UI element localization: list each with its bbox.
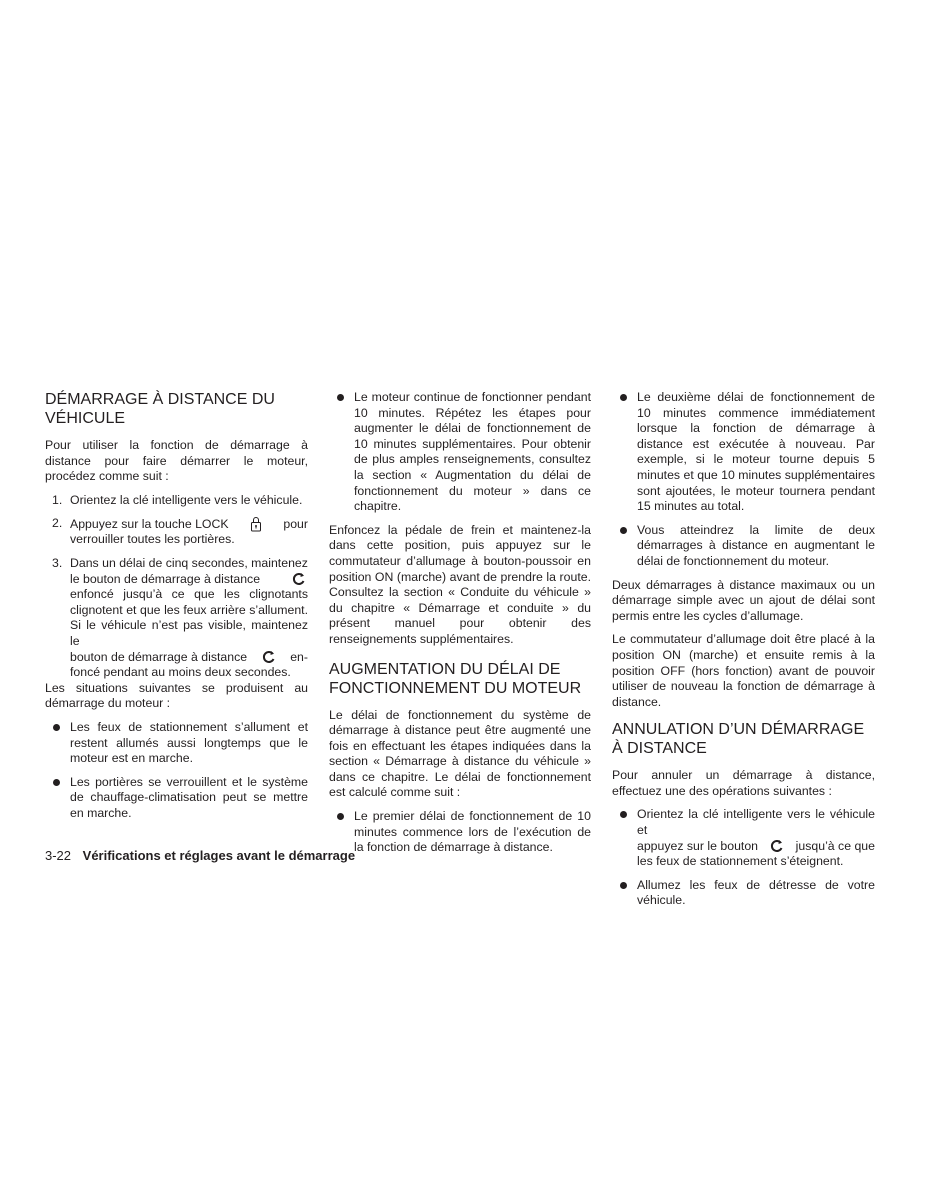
list-item: Les portières se verrouillent et le système de chauffage-climatisation peut se mettre en marche. <box>45 775 308 822</box>
step-text: Dans un délai de cinq secondes, maintenez <box>70 555 308 570</box>
remote-start-icon <box>770 839 784 853</box>
intro-paragraph: Pour utiliser la fonction de démarrage à distance pour faire démarrer le moteur, procédez comme suit : <box>45 438 308 484</box>
step-3 <box>45 556 308 681</box>
step-text: verrouiller toutes les portières. <box>70 532 235 547</box>
bullet-list <box>612 390 875 570</box>
section-heading-cancel: ANNULATION D’UN DÉMARRAGE À DISTANCE <box>612 721 865 758</box>
list-item: Le deuxième délai de fonctionnement de 10 minutes commence immédiatement lorsque la fonction de démarrage à distance est exécutée à nouveau. Par exemple, si le moteur tourne depuis 5 minutes et que 10 minutes supplémentaires sont ajoutées, le moteur tournera pendant 15 minutes au total. <box>612 390 875 515</box>
step-text: pour <box>283 516 308 531</box>
section-heading-remote-start: DÉMARRAGE À DISTANCE DU VÉHICULE <box>45 391 275 427</box>
page-number: 3-22 <box>45 848 72 863</box>
bullet-icon <box>53 724 60 731</box>
list-item: Vous atteindrez la limite de deux démarrages à distance en augmentant le délai de fonctionnement du moteur. <box>612 523 875 570</box>
lock-icon <box>250 516 262 532</box>
step-text: foncé pendant au moins deux secondes. <box>70 665 291 680</box>
bullet-list <box>329 390 591 515</box>
step-1 <box>45 493 308 509</box>
section-heading-extend-runtime: AUGMENTATION DU DÉLAI DE FONCTIONNEMENT DU MOTEUR <box>329 660 582 697</box>
column-3 <box>612 390 875 917</box>
list-item: Allumez les feux de détresse de votre véhicule. <box>612 878 875 909</box>
page-footer <box>45 848 355 864</box>
paragraph: Le délai de fonctionnement du système de démarrage à distance peut être augmenté une fois en effectuant les étapes indiquées dans la section « Démarrage à distance du véhicule » dans ce chapitre. Le délai de fonctionnement est calculé comme suit : <box>329 707 591 800</box>
step-text: le bouton de démarrage à distance <box>70 571 261 586</box>
step-text: Orientez la clé intelligente vers le véhicule. <box>70 492 303 507</box>
situations-intro: Les situations suivantes se produisent au démarrage du moteur : <box>45 680 308 711</box>
paragraph: Deux démarrages à distance maximaux ou un démarrage simple avec un ajout de délai sont permis entre les cycles d’allumage. <box>612 577 875 623</box>
step-number: 1. <box>52 492 63 507</box>
steps-list <box>45 493 308 681</box>
list-item: Orientez la clé intelligente vers le véhicule et appuyez sur le bouton jusqu’à ce que les feux de stationnement s’éteignent. <box>612 807 875 869</box>
chapter-title: Vérifications et réglages avant le démarrage <box>82 848 356 863</box>
bullet-icon <box>337 813 344 820</box>
bullet-icon <box>620 527 627 534</box>
paragraph: Enfoncez la pédale de frein et maintenez-la dans cette position, puis appuyez sur le commutateur d’allumage à bouton-poussoir en position ON (marche) avant de prendre la route. Consultez la section « Conduite du véhicule » du chapitre « Démarrage et conduite » du présent manuel pour obtenir des renseignements supplémentaires. <box>329 522 591 646</box>
step-text: Appuyez sur la touche LOCK <box>70 516 229 531</box>
paragraph: Pour annuler un démarrage à distance, effectuez une des opérations suivantes : <box>612 768 875 798</box>
column-1 <box>45 390 308 829</box>
step-2 <box>45 516 308 548</box>
remote-start-icon <box>292 572 306 586</box>
list-item: Le moteur continue de fonctionner pendant 10 minutes. Répétez les étapes pour augmenter le délai de fonctionnement de 10 minutes supplémentaires. Pour obtenir de plus amples renseignements, consultez la section « Augmentation du délai de fonctionnement du moteur » dans ce chapitre. <box>329 390 591 515</box>
step-text: en- <box>290 649 308 664</box>
bullet-icon <box>620 394 627 401</box>
bullet-icon <box>620 882 627 889</box>
list-item: Les feux de stationnement s’allument et restent allumés aussi longtemps que le moteur est en marche. <box>45 720 308 767</box>
bullet-list <box>329 809 591 856</box>
step-number: 2. <box>52 516 63 531</box>
paragraph: Le commutateur d’allumage doit être placé à la position ON (marche) et ensuite remis à la position OFF (hors fonction) avant de pouvoir utiliser de nouveau la fonction de démarrage à distance. <box>612 632 875 709</box>
bullet-icon <box>620 811 627 818</box>
bullet-list <box>612 807 875 909</box>
remote-start-icon <box>262 650 276 664</box>
bullet-icon <box>337 394 344 401</box>
step-number: 3. <box>52 555 63 570</box>
bullet-icon <box>53 779 60 786</box>
list-item: Le premier délai de fonctionnement de 10 minutes commence lors de l’exécution de la fonction de démarrage à distance. <box>329 809 591 856</box>
step-text: enfoncé jusqu’à ce que les clignotants clignotent et que les feux arrière s’allument. Si le véhicule n’est pas visible, maintenez le <box>70 587 308 648</box>
step-text: bouton de démarrage à distance <box>70 649 248 664</box>
column-2 <box>329 390 591 864</box>
bullet-list <box>45 720 308 822</box>
